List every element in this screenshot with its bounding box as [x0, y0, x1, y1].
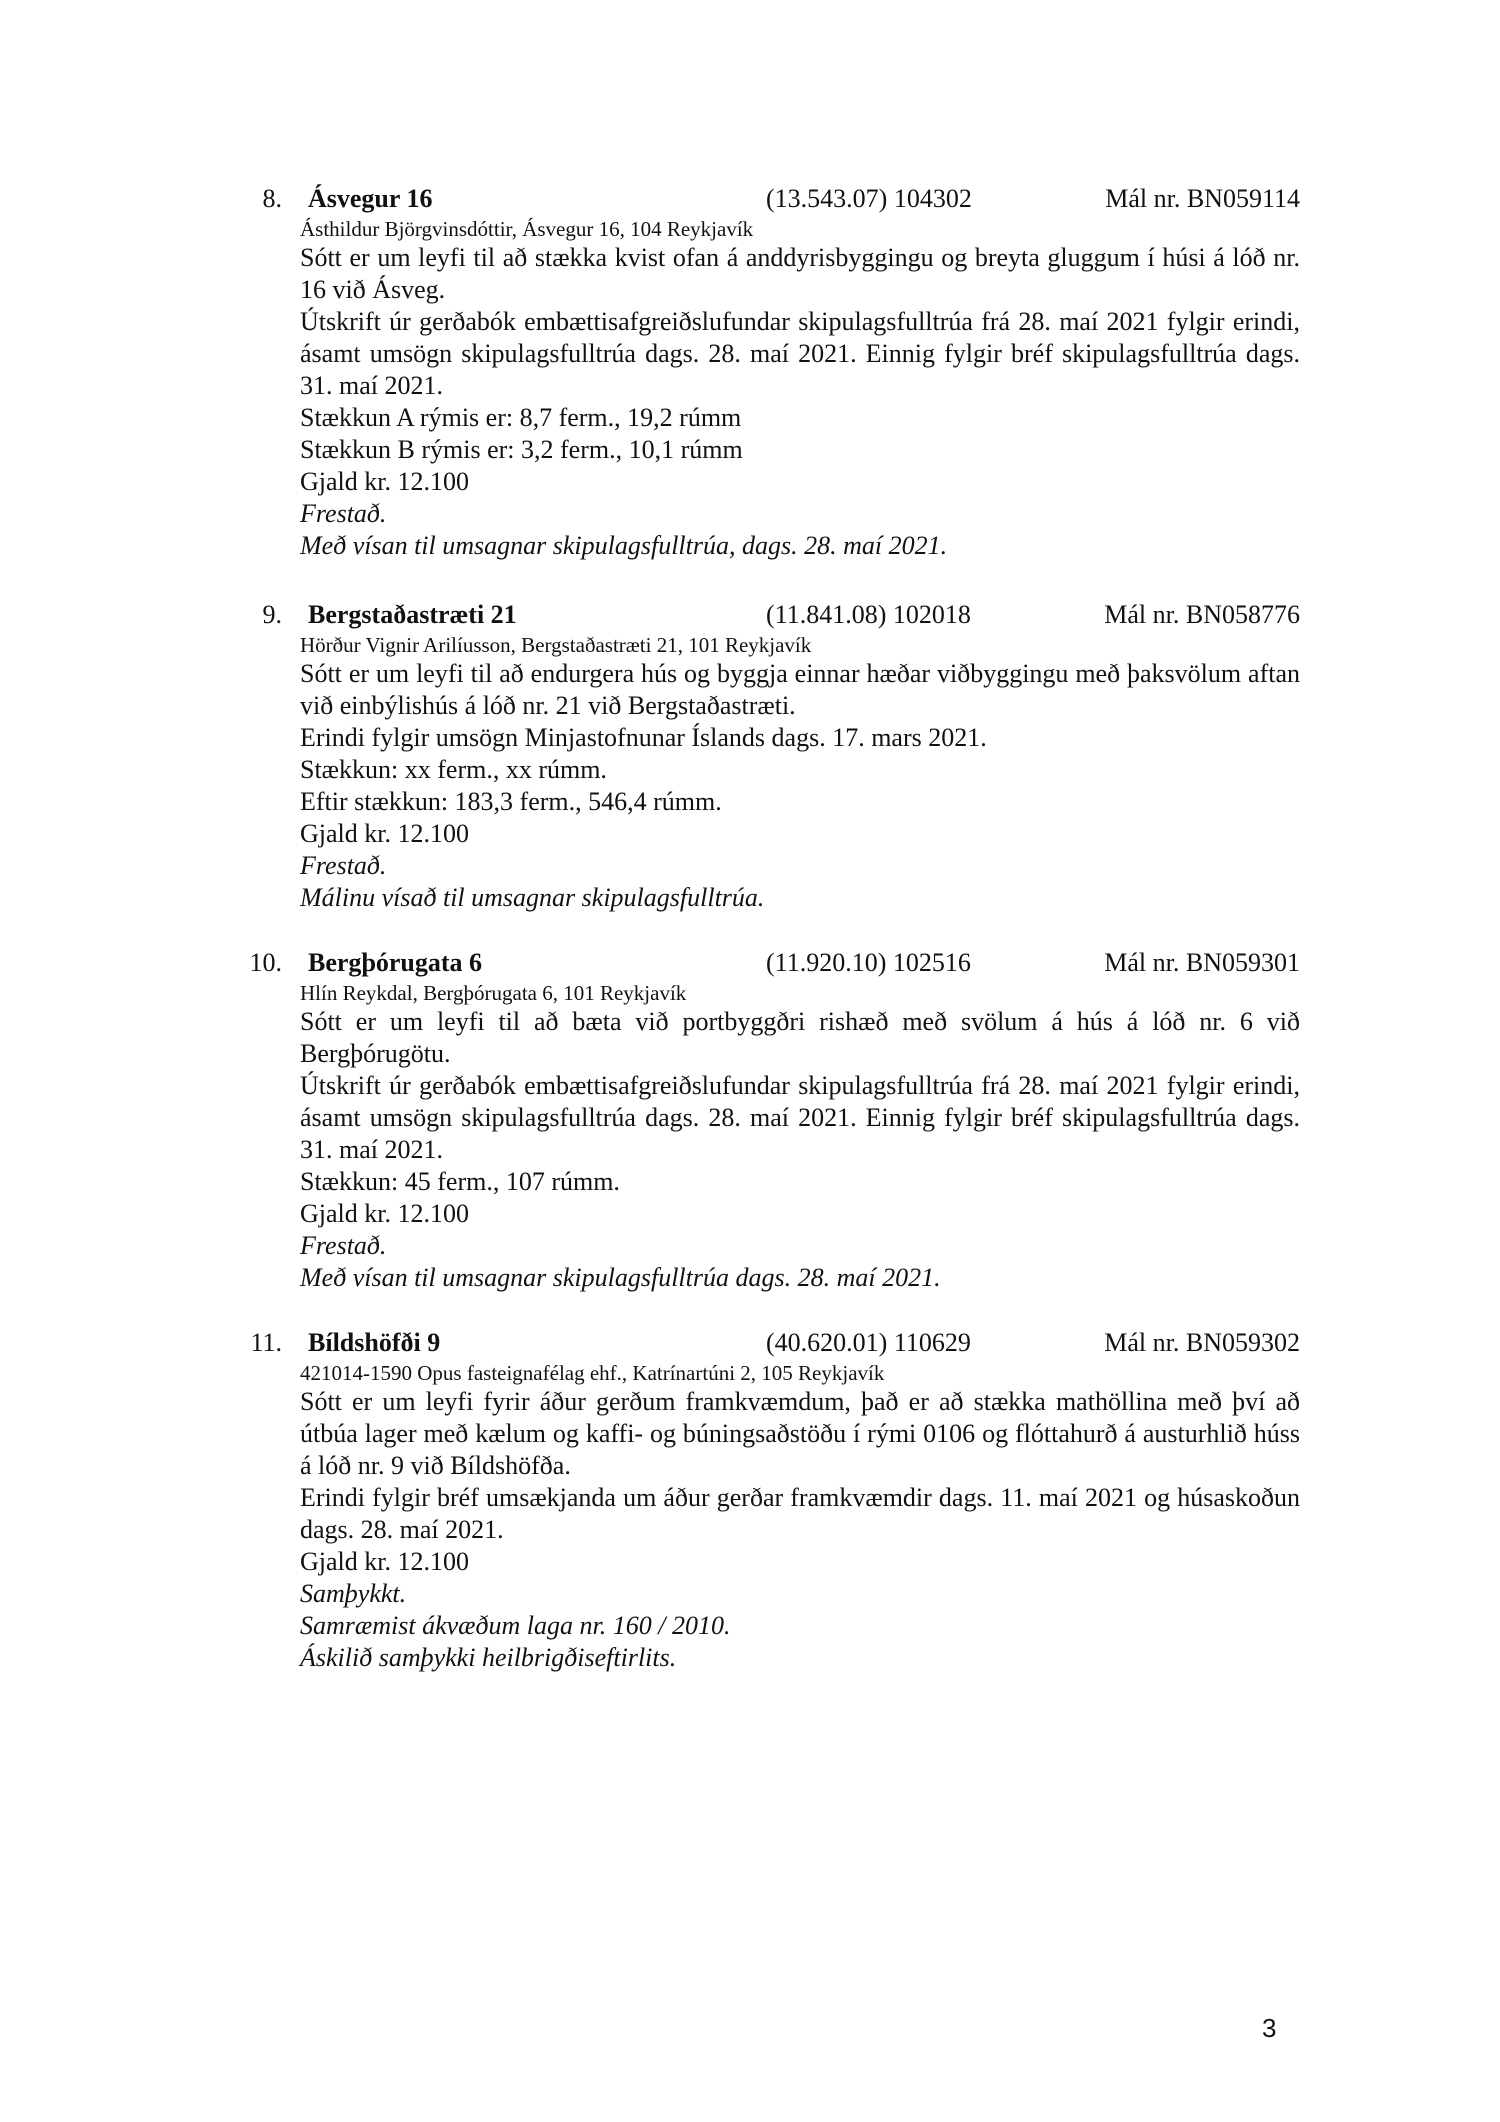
case-reference: (40.620.01) 110629 [766, 1328, 971, 1357]
case-description: Sótt er um leyfi til að stækka kvist ofan á anddyrisbyggingu og breyta gluggum í húsi á lóð nr. 16 við Ásveg. [300, 243, 1300, 304]
case-address: Bergstaðastræti 21 [308, 600, 517, 629]
case-header [240, 598, 1300, 632]
case-body [300, 216, 1300, 562]
case-applicant: Ásthildur Björgvinsdóttir, Ásvegur 16, 104 Reykjavík [300, 217, 754, 241]
case-number: 8. [262, 184, 282, 213]
case-number: 10. [249, 948, 282, 977]
case-detail: Stækkun: xx ferm., xx rúmm. [300, 755, 607, 784]
case-decision: Frestað. [300, 851, 387, 880]
case-fee: Gjald kr. 12.100 [300, 1199, 469, 1228]
case-address: Ásvegur 16 [308, 184, 433, 213]
case-reference: (13.543.07) 104302 [766, 184, 972, 213]
case-detail: Eftir stækkun: 183,3 ferm., 546,4 rúmm. [300, 787, 722, 816]
case-decision: Frestað. [300, 1231, 387, 1260]
case-item-9 [240, 598, 1300, 914]
case-applicant: 421014-1590 Opus fasteignafélag ehf., Katrínartúni 2, 105 Reykjavík [300, 1361, 885, 1385]
case-attachment: Útskrift úr gerðabók embættisafgreiðslufundar skipulagsfulltrúa frá 28. maí 2021 fylgir erindi, ásamt umsögn skipulagsfulltrúa dags. 28. maí 2021. Einnig fylgir bréf skipulagsfulltrúa dags. 31. maí 2021. [300, 307, 1300, 400]
case-attachment: Útskrift úr gerðabók embættisafgreiðslufundar skipulagsfulltrúa frá 28. maí 2021 fylgir erindi, ásamt umsögn skipulagsfulltrúa dags. 28. maí 2021. Einnig fylgir bréf skipulagsfulltrúa dags. 31. maí 2021. [300, 1071, 1300, 1164]
case-header [240, 946, 1300, 980]
case-number: 9. [262, 600, 282, 629]
case-reference: (11.841.08) 102018 [766, 600, 971, 629]
case-description: Sótt er um leyfi til að bæta við portbyggðri rishæð með svölum á hús á lóð nr. 6 við Bergþórugötu. [300, 1007, 1300, 1068]
page-number: 3 [1262, 2013, 1277, 2043]
case-item-10 [240, 946, 1300, 1294]
case-id: Mál nr. BN059302 [1104, 1328, 1300, 1357]
case-attachment: Erindi fylgir umsögn Minjastofnunar Íslands dags. 17. mars 2021. [300, 723, 987, 752]
case-detail: Stækkun: 45 ferm., 107 rúmm. [300, 1167, 620, 1196]
case-fee: Gjald kr. 12.100 [300, 819, 469, 848]
case-fee: Gjald kr. 12.100 [300, 467, 469, 496]
case-item-8 [240, 182, 1300, 562]
case-applicant: Hörður Vignir Arilíusson, Bergstaðastræti 21, 101 Reykjavík [300, 633, 812, 657]
case-applicant: Hlín Reykdal, Bergþórugata 6, 101 Reykjavík [300, 981, 687, 1005]
case-header [240, 182, 1300, 216]
case-reference: (11.920.10) 102516 [766, 948, 971, 977]
case-number: 11. [250, 1328, 282, 1357]
case-decision-condition: Áskilið samþykki heilbrigðiseftirlits. [300, 1643, 677, 1672]
case-decision-note: Með vísan til umsagnar skipulagsfulltrúa, dags. 28. maí 2021. [300, 531, 948, 560]
case-description: Sótt er um leyfi fyrir áður gerðum framkvæmdum, það er að stækka mathöllina með því að útbúa lager með kælum og kaffi- og búningsaðstöðu í rými 0106 og flóttahurð á austurhlið húss á lóð nr. 9 við Bíldshöfða. [300, 1387, 1300, 1480]
case-id: Mál nr. BN059114 [1105, 184, 1300, 213]
case-decision: Frestað. [300, 499, 387, 528]
case-decision: Samþykkt. [300, 1579, 407, 1608]
case-body [300, 632, 1300, 914]
case-decision-note: Með vísan til umsagnar skipulagsfulltrúa dags. 28. maí 2021. [300, 1263, 941, 1292]
case-body [300, 980, 1300, 1294]
case-decision-note: Samræmist ákvæðum laga nr. 160 / 2010. [300, 1611, 731, 1640]
case-attachment: Erindi fylgir bréf umsækjanda um áður gerðar framkvæmdir dags. 11. maí 2021 og húsaskoðun dags. 28. maí 2021. [300, 1483, 1300, 1544]
case-id: Mál nr. BN058776 [1104, 600, 1300, 629]
case-id: Mál nr. BN059301 [1104, 948, 1300, 977]
case-fee: Gjald kr. 12.100 [300, 1547, 469, 1576]
case-detail: Stækkun A rýmis er: 8,7 ferm., 19,2 rúmm [300, 403, 742, 432]
case-decision-note: Málinu vísað til umsagnar skipulagsfulltrúa. [300, 883, 765, 912]
case-detail: Stækkun B rýmis er: 3,2 ferm., 10,1 rúmm [300, 435, 743, 464]
case-body [300, 1360, 1300, 1674]
case-item-11 [240, 1326, 1300, 1674]
case-address: Bergþórugata 6 [308, 948, 483, 977]
case-description: Sótt er um leyfi til að endurgera hús og byggja einnar hæðar viðbyggingu með þaksvölum aftan við einbýlishús á lóð nr. 21 við Bergstaðastræti. [300, 659, 1300, 720]
case-address: Bíldshöfði 9 [308, 1328, 441, 1357]
case-header [240, 1326, 1300, 1360]
